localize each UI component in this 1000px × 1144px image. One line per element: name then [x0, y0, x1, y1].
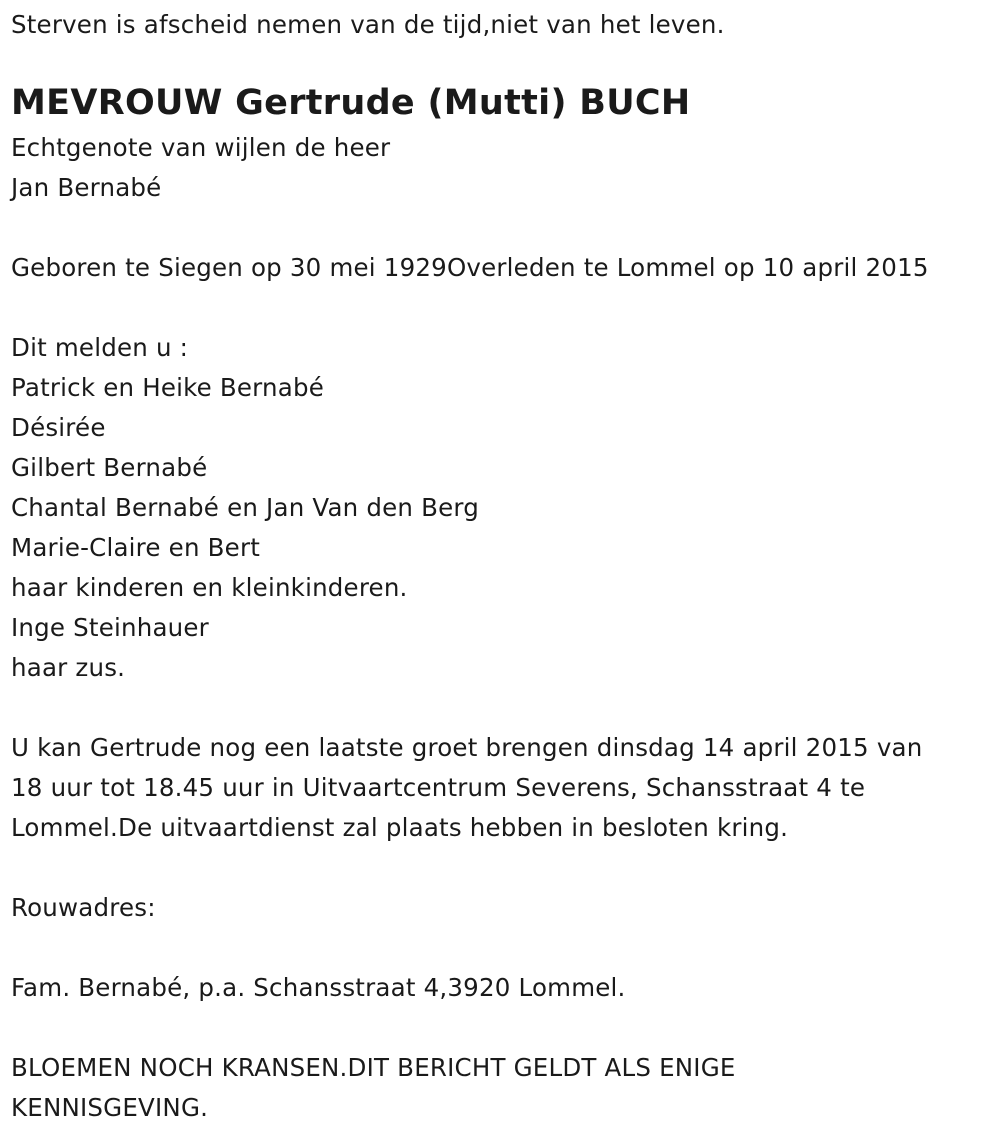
spacer	[11, 1008, 991, 1048]
spouse-line-1: Echtgenote van wijlen de heer	[11, 133, 391, 162]
announcer-line: Chantal Bernabé en Jan Van den Berg	[11, 493, 480, 522]
announcer-line: Désirée	[11, 413, 106, 442]
deceased-name: MEVROUW Gertrude (Mutti) BUCH	[11, 83, 691, 123]
spacer	[11, 208, 991, 248]
spouse-line-2: Jan Bernabé	[11, 173, 162, 202]
farewell-line-2: 18 uur tot 18.45 uur in Uitvaartcentrum Severens, Schansstraat 4 te	[11, 773, 866, 802]
spacer	[11, 688, 991, 728]
farewell-line-1: U kan Gertrude nog een laatste groet brengen dinsdag 14 april 2015 van	[11, 733, 923, 762]
spacer	[11, 288, 991, 328]
spacer	[11, 848, 991, 888]
announcers-intro: Dit melden u :	[11, 333, 189, 362]
notice-line-1: BLOEMEN NOCH KRANSEN.DIT BERICHT GELDT ALS ENIGE	[11, 1053, 736, 1082]
announcer-line: haar zus.	[11, 653, 126, 682]
spacer	[11, 928, 991, 968]
motto: Sterven is afscheid nemen van de tijd,niet van het leven.	[11, 10, 725, 39]
farewell-line-3: Lommel.De uitvaartdienst zal plaats hebben in besloten kring.	[11, 813, 789, 842]
notice-line-2: KENNISGEVING.	[11, 1093, 209, 1122]
mourning-address: Fam. Bernabé, p.a. Schansstraat 4,3920 Lommel.	[11, 973, 626, 1002]
announcer-line: Patrick en Heike Bernabé	[11, 373, 324, 402]
mourning-address-label: Rouwadres:	[11, 893, 156, 922]
birth-death-line: Geboren te Siegen op 30 mei 1929Overleden te Lommel op 10 april 2015	[11, 253, 929, 282]
announcer-line: Gilbert Bernabé	[11, 453, 208, 482]
obituary-notice	[11, 0, 991, 1128]
announcer-line: Inge Steinhauer	[11, 613, 209, 642]
announcer-line: haar kinderen en kleinkinderen.	[11, 573, 408, 602]
announcer-line: Marie-Claire en Bert	[11, 533, 261, 562]
